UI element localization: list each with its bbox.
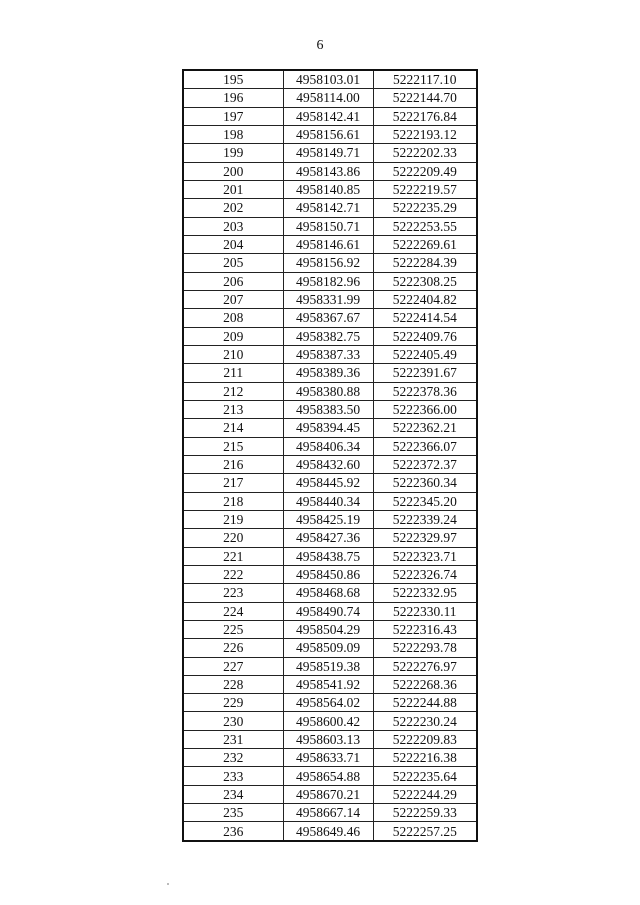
point-number-cell: 206 [183, 272, 283, 290]
point-number-cell: 226 [183, 639, 283, 657]
y-coordinate-cell: 5222209.49 [373, 162, 477, 180]
table-row [183, 400, 477, 418]
point-number-cell: 201 [183, 180, 283, 198]
x-coordinate-cell: 4958182.96 [283, 272, 373, 290]
x-coordinate-cell: 4958600.42 [283, 712, 373, 730]
x-coordinate-cell: 4958468.68 [283, 584, 373, 602]
y-coordinate-cell: 5222362.21 [373, 419, 477, 437]
point-number-cell: 230 [183, 712, 283, 730]
point-number-cell: 205 [183, 254, 283, 272]
y-coordinate-cell: 5222372.37 [373, 455, 477, 473]
table-row [183, 107, 477, 125]
x-coordinate-cell: 4958450.86 [283, 565, 373, 583]
table-row [183, 235, 477, 253]
table-row [183, 712, 477, 730]
x-coordinate-cell: 4958670.21 [283, 785, 373, 803]
point-number-cell: 197 [183, 107, 283, 125]
x-coordinate-cell: 4958667.14 [283, 804, 373, 822]
point-number-cell: 233 [183, 767, 283, 785]
y-coordinate-cell: 5222268.36 [373, 675, 477, 693]
table-row [183, 675, 477, 693]
y-coordinate-cell: 5222308.25 [373, 272, 477, 290]
y-coordinate-cell: 5222193.12 [373, 125, 477, 143]
table-row [183, 657, 477, 675]
point-number-cell: 199 [183, 144, 283, 162]
point-number-cell: 223 [183, 584, 283, 602]
table-row [183, 309, 477, 327]
table-row [183, 620, 477, 638]
point-number-cell: 196 [183, 89, 283, 107]
table-row [183, 584, 477, 602]
page-number: 6 [316, 38, 324, 53]
point-number-cell: 211 [183, 364, 283, 382]
x-coordinate-cell: 4958156.92 [283, 254, 373, 272]
table-row [183, 217, 477, 235]
point-number-cell: 224 [183, 602, 283, 620]
y-coordinate-cell: 5222216.38 [373, 749, 477, 767]
x-coordinate-cell: 4958649.46 [283, 822, 373, 841]
y-coordinate-cell: 5222144.70 [373, 89, 477, 107]
point-number-cell: 213 [183, 400, 283, 418]
point-number-cell: 209 [183, 327, 283, 345]
x-coordinate-cell: 4958140.85 [283, 180, 373, 198]
table-row [183, 254, 477, 272]
table-row [183, 382, 477, 400]
table-row [183, 290, 477, 308]
y-coordinate-cell: 5222253.55 [373, 217, 477, 235]
table-row [183, 694, 477, 712]
x-coordinate-cell: 4958504.29 [283, 620, 373, 638]
point-number-cell: 204 [183, 235, 283, 253]
y-coordinate-cell: 5222378.36 [373, 382, 477, 400]
x-coordinate-cell: 4958425.19 [283, 510, 373, 528]
y-coordinate-cell: 5222202.33 [373, 144, 477, 162]
x-coordinate-cell: 4958382.75 [283, 327, 373, 345]
y-coordinate-cell: 5222345.20 [373, 492, 477, 510]
table-row [183, 70, 477, 89]
point-number-cell: 200 [183, 162, 283, 180]
x-coordinate-cell: 4958156.61 [283, 125, 373, 143]
x-coordinate-cell: 4958143.86 [283, 162, 373, 180]
y-coordinate-cell: 5222323.71 [373, 547, 477, 565]
table-row [183, 180, 477, 198]
table-row [183, 419, 477, 437]
point-number-cell: 198 [183, 125, 283, 143]
x-coordinate-cell: 4958331.99 [283, 290, 373, 308]
y-coordinate-cell: 5222360.34 [373, 474, 477, 492]
point-number-cell: 214 [183, 419, 283, 437]
table-row [183, 327, 477, 345]
x-coordinate-cell: 4958564.02 [283, 694, 373, 712]
x-coordinate-cell: 4958103.01 [283, 70, 373, 89]
point-number-cell: 218 [183, 492, 283, 510]
x-coordinate-cell: 4958509.09 [283, 639, 373, 657]
y-coordinate-cell: 5222257.25 [392, 823, 457, 839]
point-number-cell: 203 [183, 217, 283, 235]
point-number-cell: 227 [183, 657, 283, 675]
y-coordinate-cell: 5222414.54 [373, 309, 477, 327]
point-number-cell: 208 [183, 309, 283, 327]
x-coordinate-cell: 4958146.61 [283, 235, 373, 253]
y-coordinate-cell: 5222284.39 [373, 254, 477, 272]
point-number-cell: 234 [183, 785, 283, 803]
table-row [183, 162, 477, 180]
x-coordinate-cell: 4958406.34 [283, 437, 373, 455]
y-coordinate-cell: 5222293.78 [373, 639, 477, 657]
y-coordinate-cell: 5222259.33 [373, 804, 477, 822]
table-row [183, 272, 477, 290]
point-number-cell: 202 [183, 199, 283, 217]
point-number-cell: 215 [183, 437, 283, 455]
x-coordinate-cell: 4958633.71 [283, 749, 373, 767]
x-coordinate-cell: 4958389.36 [283, 364, 373, 382]
table-row [183, 804, 477, 822]
x-coordinate-cell: 4958445.92 [283, 474, 373, 492]
y-coordinate-cell: 5222117.10 [373, 70, 477, 89]
table-row [183, 455, 477, 473]
point-number-cell: 212 [183, 382, 283, 400]
point-number-cell: 195 [183, 70, 283, 89]
y-coordinate-cell: 5222316.43 [373, 620, 477, 638]
table-row [183, 199, 477, 217]
y-coordinate-cell: 5222329.97 [373, 529, 477, 547]
point-number-cell: 236 [183, 822, 283, 841]
y-coordinate-cell: 5222176.84 [373, 107, 477, 125]
x-coordinate-cell: 4958383.50 [283, 400, 373, 418]
x-coordinate-cell: 4958541.92 [283, 675, 373, 693]
point-number-cell: 221 [183, 547, 283, 565]
point-number-cell: 219 [183, 510, 283, 528]
table-row [183, 474, 477, 492]
y-coordinate-cell: 5222330.11 [373, 602, 477, 620]
point-number-cell: 225 [183, 620, 283, 638]
table-row [183, 639, 477, 657]
x-coordinate-cell: 4958367.67 [283, 309, 373, 327]
table-row [183, 822, 477, 841]
x-coordinate-cell: 4958438.75 [283, 547, 373, 565]
scan-speck [167, 883, 169, 885]
y-coordinate-cell: 5222366.07 [373, 437, 477, 455]
table-row [183, 529, 477, 547]
y-coordinate-cell: 5222276.97 [373, 657, 477, 675]
y-coordinate-cell: 5222235.29 [373, 199, 477, 217]
point-number-cell: 232 [183, 749, 283, 767]
y-coordinate-cell: 5222391.67 [373, 364, 477, 382]
y-coordinate-cell: 5222366.00 [373, 400, 477, 418]
table-row [183, 730, 477, 748]
x-coordinate-cell: 4958142.71 [283, 199, 373, 217]
x-coordinate-cell: 4958603.13 [283, 730, 373, 748]
x-coordinate-cell: 4958142.41 [283, 107, 373, 125]
table-row [183, 602, 477, 620]
x-coordinate-cell: 4958427.36 [283, 529, 373, 547]
x-coordinate-cell: 4958394.45 [283, 419, 373, 437]
table-row [183, 89, 477, 107]
point-number-cell: 207 [183, 290, 283, 308]
y-coordinate-cell: 5222405.49 [373, 345, 477, 363]
y-coordinate-cell: 5222404.82 [373, 290, 477, 308]
y-coordinate-cell: 5222269.61 [373, 235, 477, 253]
x-coordinate-cell: 4958149.71 [283, 144, 373, 162]
x-coordinate-cell: 4958387.33 [283, 345, 373, 363]
y-coordinate-cell: 5222339.24 [373, 510, 477, 528]
table-row [183, 144, 477, 162]
y-coordinate-cell: 5222235.64 [373, 767, 477, 785]
y-coordinate-cell: 5222244.88 [373, 694, 477, 712]
table-row [183, 364, 477, 382]
y-coordinate-cell: 5222409.76 [373, 327, 477, 345]
point-number-cell: 228 [183, 675, 283, 693]
point-number-cell: 210 [183, 345, 283, 363]
y-coordinate-cell: 5222332.95 [373, 584, 477, 602]
x-coordinate-cell: 4958519.38 [283, 657, 373, 675]
y-coordinate-cell: 5222230.24 [373, 712, 477, 730]
table-row [183, 125, 477, 143]
y-coordinate-cell: 5222209.83 [373, 730, 477, 748]
x-coordinate-cell: 4958432.60 [283, 455, 373, 473]
y-coordinate-cell: 5222326.74 [373, 565, 477, 583]
table-row [183, 510, 477, 528]
x-coordinate-cell: 4958440.34 [283, 492, 373, 510]
table-row [183, 767, 477, 785]
table-row [183, 492, 477, 510]
point-number-cell: 222 [183, 565, 283, 583]
point-number-cell: 220 [183, 529, 283, 547]
table-row [183, 749, 477, 767]
x-coordinate-cell: 4958150.71 [283, 217, 373, 235]
point-number-cell: 229 [183, 694, 283, 712]
table-row [183, 547, 477, 565]
x-coordinate-cell: 4958114.00 [283, 89, 373, 107]
point-number-cell: 217 [183, 474, 283, 492]
table-row [183, 565, 477, 583]
table-row [183, 345, 477, 363]
x-coordinate-cell: 4958654.88 [283, 767, 373, 785]
coordinates-table [182, 69, 478, 842]
table-row [183, 785, 477, 803]
point-number-cell: 231 [183, 730, 283, 748]
point-number-cell: 235 [183, 804, 283, 822]
point-number-cell: 216 [183, 455, 283, 473]
x-coordinate-cell: 4958380.88 [283, 382, 373, 400]
x-coordinate-cell: 4958490.74 [283, 602, 373, 620]
y-coordinate-cell: 5222219.57 [373, 180, 477, 198]
y-coordinate-cell: 5222244.29 [373, 785, 477, 803]
table-row [183, 437, 477, 455]
coordinates-table-body [183, 70, 477, 841]
